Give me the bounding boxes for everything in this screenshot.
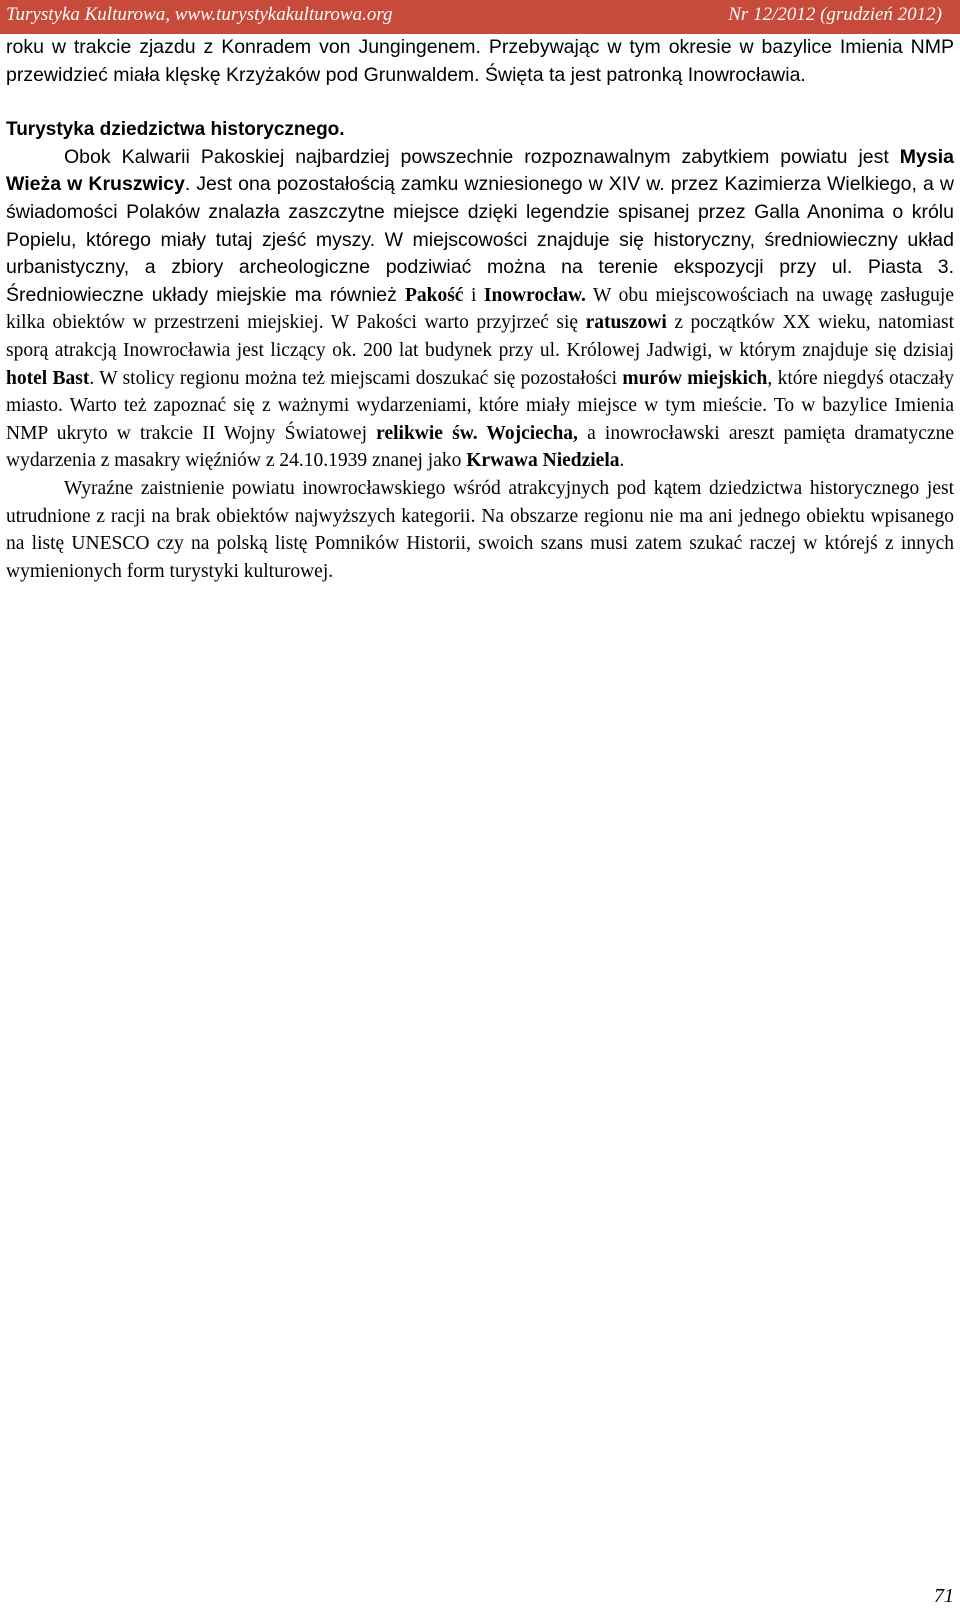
p1-text-10: . bbox=[619, 450, 625, 472]
p1-text-9: a inowrocławski areszt pamięta dramatyczne wydarzenia z masakry więźniów z 24.10.1939 znanej jako bbox=[6, 422, 954, 472]
journal-title: Turystyka Kulturowa, www.turystykakulturowa.org bbox=[6, 4, 393, 25]
p1-text-4: i bbox=[463, 284, 484, 306]
p1-bold-pakosc: Pakość bbox=[404, 284, 464, 306]
p1-text-6: z początków XX wieku, natomiast sporą atrakcją Inowrocławia jest liczący ok. 200 lat budynek przy ul. Królowej Jadwigi, w którym znajduje się dzisiaj bbox=[6, 312, 954, 361]
p1-text-5: W obu miejscowościach na uwagę zasługuje kilka obiektów w przestrzeni miejskiej. W Pakości warto przyjrzeć się bbox=[6, 284, 954, 334]
section-paragraph-1 bbox=[6, 144, 954, 475]
paragraph-gap bbox=[6, 89, 954, 116]
p1-bold-hotel-bast: hotel Bast bbox=[6, 367, 90, 389]
p1-bold-krwawa-niedziela: Krwawa Niedziela bbox=[466, 450, 620, 472]
p1-bold-mysia-wieza: Mysia Wieża w Kruszwicy bbox=[6, 145, 954, 196]
page-number: 71 bbox=[934, 1585, 954, 1607]
section-heading: Turystyka dziedzictwa historycznego. bbox=[6, 119, 345, 141]
p1-text-3: przez Kazimierza Wielkiego, a w świadomości Polaków znalazła zaszczytne miejsce dzięki legendzie spisanej przez Galla Anonima o królu Popielu, którego miały tutaj zjeść myszy. W miejscowości znajduje się historyczny, średniowieczny układ urbanistyczny, a zbiory archeologiczne podziwiać można na terenie ekspozycji przy ul. Piasta 3. Średniowieczne układy miejskie ma również bbox=[6, 173, 954, 306]
continuation-paragraph: roku w trakcie zjazdu z Konradem von Jungingenem. Przebywając w tym okresie w bazylice Imienia NMP przewidzieć miała klęskę Krzyżaków pod Grunwaldem. Święta ta jest patronką Inowrocławia. bbox=[6, 36, 954, 86]
article-body bbox=[6, 34, 954, 585]
p1-bold-relikwie: relikwie św. Wojciecha, bbox=[376, 422, 578, 444]
issue-info: Nr 12/2012 (grudzień 2012) bbox=[728, 4, 942, 25]
p1-bold-inowroclaw: Inowrocław. bbox=[483, 284, 586, 306]
page-header bbox=[0, 0, 960, 34]
p1-bold-murow: murów miejskich bbox=[622, 367, 768, 389]
p1-text-8: , które niegdyś otaczały miasto. Warto też zapoznać się z ważnymi wydarzeniami, które miały miejsce w tym mieście. To w bazylice Imienia NMP ukryto w trakcie II Wojny Światowej bbox=[6, 367, 954, 444]
p1-text-1: Obok Kalwarii Pakoskiej najbardziej powszechnie rozpoznawalnym zabytkiem powiatu jest bbox=[64, 145, 900, 168]
section-paragraph-2: Wyraźne zaistnienie powiatu inowrocławskiego wśród atrakcyjnych pod kątem dziedzictwa historycznego jest utrudnione z racji na brak obiektów najwyższych kategorii. Na obszarze regionu nie ma ani jednego obiektu wpisanego na listę UNESCO czy na polską listę Pomników Historii, swoich szans musi zatem szukać raczej w którejś z innych wymienionych form turystyki kulturowej. bbox=[6, 477, 954, 582]
p1-text-7: . W stolicy regionu można też miejscami doszukać się pozostałości bbox=[89, 367, 623, 389]
p1-text-2: . Jest ona pozostałością zamku wzniesionego w XIV w. bbox=[184, 173, 665, 196]
p1-bold-ratuszowi: ratuszowi bbox=[585, 312, 667, 334]
